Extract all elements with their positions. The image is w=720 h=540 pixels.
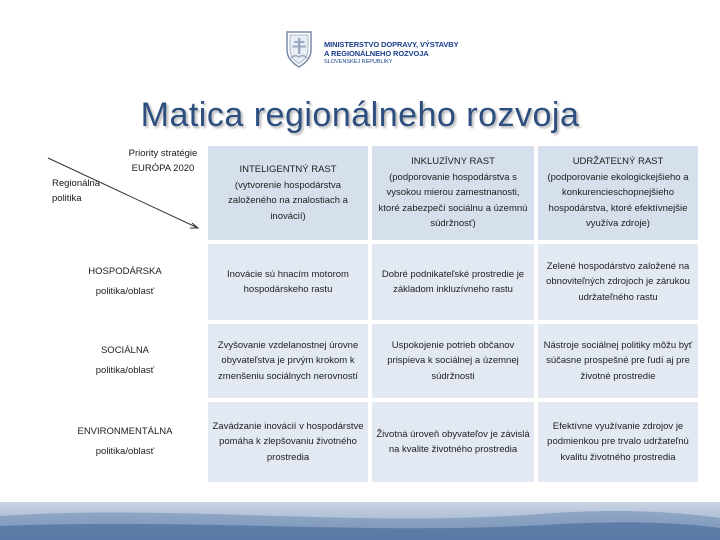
matrix-cell: Zavádzanie inovácií v hospodárstve pomáha k zlepšovaniu životného prostredia — [208, 402, 368, 482]
column-header-title: INKLUZÍVNY RAST — [411, 156, 495, 168]
matrix-cell: Dobré podnikateľské prostredie je základom inkluzívneho rastu — [372, 244, 534, 320]
row-label-main: ENVIRONMENTÁLNA — [77, 426, 173, 437]
matrix-cell: Životná úroveň obyvateľov je závislá na kvalite životného prostredia — [372, 402, 534, 482]
row-label-sub: politika/oblasť — [95, 286, 155, 297]
column-header-description: (podporovanie ekologickejšieho a konkurencieschopnejšieho hospodárstva, ktoré efektívnejšie využíva zdroje) — [547, 171, 689, 230]
ministry-name-line1: MINISTERSTVO DOPRAVY, VÝSTAVBY — [324, 40, 459, 49]
column-header-smart-growth — [208, 146, 368, 240]
corner-left-label: Regionálna politika — [52, 178, 101, 204]
column-header-description: (vytvorenie hospodárstva založeného na znalostiach a inovácií) — [228, 179, 348, 222]
column-header-title: INTELIGENTNÝ RAST — [239, 164, 337, 175]
column-header-description: (podporovanie hospodárstva s vysokou mierou zamestnanosti, ktoré zabezpečí sociálnu a územnú súdržnosť) — [378, 171, 528, 230]
column-header-title: UDRŽATEĽNÝ RAST — [572, 156, 664, 168]
row-label-environmental — [46, 402, 204, 482]
ministry-name-line2: A REGIONÁLNEHO ROZVOJA — [324, 49, 429, 58]
row-label-sub: politika/oblasť — [95, 365, 155, 376]
corner-top-label: Priority stratégie EURÓPA 2020 — [128, 148, 198, 174]
row-label-social — [46, 324, 204, 398]
row-label-main: SOCIÁLNA — [100, 345, 150, 356]
row-label-main: HOSPODÁRSKA — [88, 266, 162, 277]
column-header-inclusive-growth — [372, 146, 534, 240]
footer-decorative-band — [0, 502, 720, 540]
ministry-name — [324, 40, 459, 66]
matrix-cell: Zelené hospodárstvo založené na obnoviteľných zdrojoch je zárukou udržateľného rastu — [538, 244, 698, 320]
matrix-cell: Nástroje sociálnej politiky môžu byť súčasne prospešné pre ľudí aj pre životné prostredie — [538, 324, 698, 398]
matrix-corner — [46, 146, 204, 240]
page-title: Matica regionálneho rozvoja — [140, 96, 580, 134]
matrix-cell: Uspokojenie potrieb občanov prispieva k sociálnej a územnej súdržnosti — [372, 324, 534, 398]
matrix-cell: Inovácie sú hnacím motorom hospodárskeho rastu — [208, 244, 368, 320]
matrix-cell: Efektívne využívanie zdrojov je podmienkou pre trvalo udržateľnú kvalitu životného prostredia — [538, 402, 698, 482]
regional-development-matrix — [46, 146, 698, 482]
footer-wave-shape — [0, 502, 720, 540]
ministry-name-line3: SLOVENSKEJ REPUBLIKY — [324, 59, 393, 65]
slovak-coat-of-arms-emblem — [284, 30, 314, 68]
matrix-cell: Zvyšovanie vzdelanostnej úrovne obyvateľstva je prvým krokom k zmenšeniu sociálnych nerovností — [208, 324, 368, 398]
ministry-logo — [270, 22, 470, 80]
row-label-sub: politika/oblasť — [95, 446, 155, 457]
column-header-sustainable-growth — [538, 146, 698, 240]
row-label-economic — [46, 244, 204, 320]
